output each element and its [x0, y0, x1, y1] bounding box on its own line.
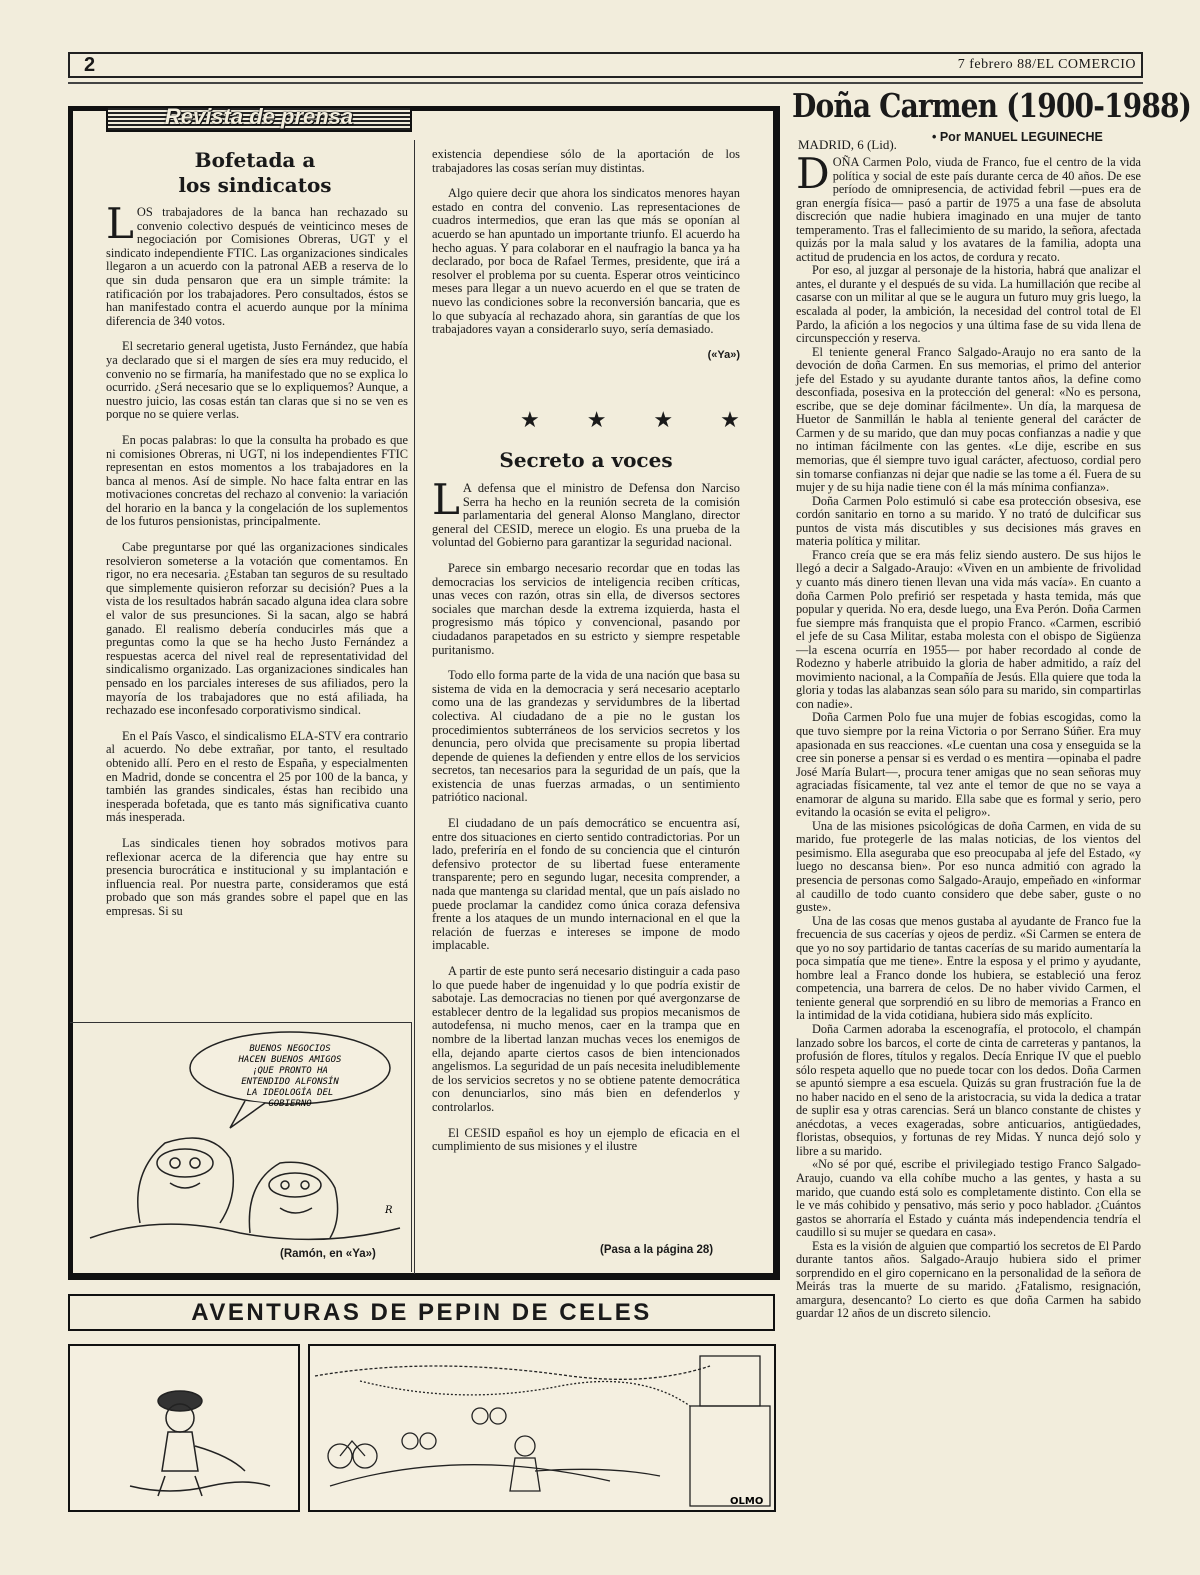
carmen-paragraph: Franco creía que se era más feliz siendo austero. De sus hijos le llegó a decir a Salgado-Araujo: «Viven en un ambiente de frivolidad y cuanto más dinero tienen llevan una vida más vacía». En cuanto a doña Carmen Polo prefirió ser respetada y hasta temida, más que popular y querida. No era, desde luego, una Eva Perón. Doña Carmen fue siempre más franquista que el propio Franco. «Carmen, escribió el jefe de su Casa Militar, estaba molesta con el obispo de Sigüenza —la escena ocurría en 1955— por haber recordado al conde de Rodezno y haberle atribuido la gloria de haber admitido, a raíz del movimiento nacional, a la Compañía de Jesús. Ella quiere que toda la gloria y todas las alabanzas sean sólo para su marido, sin compartirlas con nadie». [796, 547, 1141, 711]
article1-column-a [106, 199, 408, 931]
article2-paragraph: El ciudadano de un país democrático se encuentra así, entre dos situaciones en cierto sentido contradictorias. Por un lado, preferiría en el fondo de su conciencia que el cinturón defensivo protector de su libertad fuese enteramente transparente; pero en segundo lugar, necesita comprender, a nada que mantenga su claridad mental, que un país aislado no puede proclamar la candidez como única coraza defensiva frente a los ataques de un mundo internacional en el que la relación de fuerzas e intereses se impone de modo implacable. [432, 816, 740, 953]
article1-headline-line2: los sindicatos [178, 173, 332, 197]
carmen-headline: Doña Carmen (1900-1988) [792, 86, 1192, 125]
carmen-dateline: MADRID, 6 (Lid). [798, 137, 897, 152]
carmen-paragraph: DOÑA Carmen Polo, viuda de Franco, fue el centro de la vida política y social de este país durante cerca de 40 años. De ese período de omnipresencia, de actividad febril —pues era de gran energía física— pasó a partir de 1975 a una fase de absoluta discreción que nadie hubiera imaginado en una mujer de tanto temperamento. Tras el fallecimiento de su marido, la señora, afectada quizás por la mala salud y los avatares de la familia, adopta una actitud de prudencia en los actos, de cordura y recato. [796, 149, 1141, 264]
comic-panel-1 [68, 1344, 300, 1512]
cartoon-caption: (Ramón, en «Ya») [280, 1248, 376, 1260]
article2-paragraph: Todo ello forma parte de la vida de una nación que basa su sistema de vida en la democracia y será necesario aceptarlo como una de las grandezas y servidumbres de la libertad colectiva. Al ciudadano de a pie no le gustan los procedimientos subterráneos de los servicios secretos y los denuncia, pero olvida que precisamente su propia libertad depende de quienes la defienden y entre ellos de los servicios secretos, tan necesarios para la seguridad de un país, que la existencia de unas fuerzas armadas, o un sentimiento patriótico nacional. [432, 668, 740, 805]
carmen-column [796, 149, 1141, 1321]
cartoon-signature: R [385, 1205, 393, 1216]
article1-source: («Ya») [707, 348, 740, 361]
comic-signature: OLMO [730, 1496, 764, 1507]
carmen-paragraph: Doña Carmen adoraba la escenografía, el protocolo, el champán lanzado sobre los barcos, el corte de cinta de carreteras y pantanos, la profusión de flores, títulos y regalos. Decía Enrique IV que el pueblo sólo respeta aquello que no puede tocar con los dedos. Doña Carmen se apuntó siempre a esa escuela. Quizás su gran frustración fue la de no haber nacido en el seno de la aristocracia, su vida la dedica a tratar de suplir esa y otras carencias. Será un blanco constante de chistes y anécdotas, a veces exageradas, sobre anticuarios, antigüedades, floristas, obsequios, y fortunas de rey Midas. Y nunca dejó solo y libre a su marido. [796, 1022, 1141, 1158]
page-number: 2 [84, 54, 96, 76]
bubble-text: HACEN BUENOS AMIGOS [238, 1055, 342, 1065]
carmen-paragraph: Doña Carmen Polo estimuló si cabe esa protección obsesiva, ese cordón sanitario en torno a su marido. Y no trató de dulcificar sus puntos de vista más discutibles y sus decisiones más graves en materia política y militar. [796, 493, 1141, 549]
article1-paragraph: Las sindicales tienen hoy sobrados motivos para reflexionar acerca de la diferencia que hay entre su presencia burocrática e institucional y su implantación e influencia real. Por nuestra parte, consideramos que está probado que son más grandes sobre el papel que en las empresas. Si su [106, 835, 408, 918]
dropcap: D [796, 149, 830, 198]
cartoon-figures [90, 1138, 400, 1239]
page-date-masthead: 7 febrero 88/EL COMERCIO [957, 57, 1136, 72]
article1-paragraph: Cabe preguntarse por qué las organizaciones sindicales resolvieron someterse a la votación que comentamos. En rigor, no era necesaria. ¿Estaban tan seguros de su resultado que simplemente quisieron reforzar su decisión? Pues a la vista de los resultados habrán sacado alguna idea clara sobre el valor de sus presunciones. Si la sacan, algo se habrá ganado. El realismo debería conducirles más que a preguntas como la que se ha hecho Justo Fernández a respuestas acerca del nivel real de representatividad del sindicalismo organizado. Las organizaciones sindicales han pensado en los parciales intereses de sus afiliados, pero la mayoría de los trabajadores que no está afiliada, ha rechazado ese inconfesado corporativismo sindical. [106, 540, 408, 718]
dropcap: L [106, 199, 134, 248]
bubble-text: BUENOS NEGOCIOS [249, 1044, 331, 1054]
comic-panel-1-drawing [70, 1346, 298, 1510]
carmen-paragraph: Una de las misiones psicológicas de doña Carmen, en vida de su marido, fue protegerle de las malas noticias, de los vientos del pesimismo. Ella aseguraba que eso preocupaba al jefe del Estado, «y luego no descansa bien». Por eso nunca admitió con agrado la presencia de personas como Salgado-Araujo, empeñado en «informar al caudillo de todo cuanto considero que debe saber, guste o no guste». [796, 818, 1141, 915]
bubble-text: ENTENDIDO ALFONSÍN [241, 1077, 339, 1087]
section-stars: ★ ★ ★ ★ [520, 408, 760, 433]
article1-paragraph: existencia dependiese sólo de la aportación de los trabajadores las cosas serían muy distintas. [432, 147, 740, 175]
article1-paragraph: En pocas palabras: lo que la consulta ha probado es que ni comisiones Obreras, ni UGT, ni los independientes FTIC representan en estos momentos a los trabajadores en la banca al menos. Así de simple. No hace falta entrar en las motivaciones concretas del rechazo al convenio: la variación del horario en la banca y la congelación de los suplementos de los futuros pensionistas, principalmente. [106, 432, 408, 529]
continued-on-page: (Pasa a la página 28) [600, 1244, 714, 1256]
article2-paragraph: Parece sin embargo necesario recordar que en todas las democracias los servicios de inteligencia reciben críticas, unas veces con razón, otras sin ella, de diversos sectores sociales que marchan desde la extrema izquierda, hasta el progresismo más tópico y convencional, pasando por ciudadanos parapetados en su estricto y siempre respetable puritanismo. [432, 560, 740, 657]
bubble-text: GOBIERNO [268, 1099, 312, 1109]
carmen-paragraph: Por eso, al juzgar al personaje de la historia, habrá que analizar el antes, el durante y el después de su vida. La humillación que recibe al casarse con un militar al que se le augura un futuro muy gris luego, la escalada al poder, la ambición, la necesidad del control total de El Pardo, la afición a los negocios y una última fase de su vida llena de circunspección y reserva. [796, 263, 1141, 346]
article1-paragraph: En el País Vasco, el sindicalismo ELA-STV era contrario al acuerdo. No debe extrañar, por tanto, el resultado obtenido allí. Pero en el resto de España, y especialmenten en Madrid, donde se concentra el 25 por 100 de la banca, y también las grandes sindicales, éstas han recibido una inesperada bofetada, que es tanto más significativa cuanto más inesperada. [106, 728, 408, 825]
article1-headline-line1: Bofetada a [194, 148, 316, 172]
article1-paragraph: Algo quiere decir que ahora los sindicatos menores hayan estado en contra del convenio. Las representaciones de cuadros intermedios, que eran las que más se oponían al acuerdo se han apuntado un importante triunfo. El acuerdo ha hecho aguas. Y para colaborar en el naufragio la banca ya ha declarado, por boca de Rafael Termes, presidente, que irá a resolver el problema por su cuenta. Esperar otros veinticinco meses para llegar a un nuevo acuerdo en el que se traten de nuevo las condiciones sobre la reconversión bancaria, que es lo que subyacía al rechazado ahora, sin garantías de que los trabajadores vayan a considerarlo suyo, sería demasiado. [432, 186, 740, 337]
article2-paragraph: L A defensa que el ministro de Defensa don Narciso Serra ha hecho en la reunión secreta de la comisión parlamentaria del general Alonso Manglano, director general del CESID, merece un elogio. Es una prueba de la voluntad del Gobierno para garantizar la seguridad nacional. [432, 475, 740, 550]
comic-panel-2-drawing [310, 1346, 774, 1510]
article2-paragraph: El CESID español es hoy un ejemplo de eficacia en el cumplimiento de sus misiones y el ilustre [432, 1125, 740, 1154]
revista-banner-title: Revista de prensa [164, 104, 354, 129]
article1-paragraph: El secretario general ugetista, Justo Fernández, que había ya declarado que si el margen de síes era muy reducido, el convenio no se firmaría, ha manifestado que no se explica lo ocurrido. ¿Será necesario que se lo expliquemos? Aunque, a nuestro juicio, las cosas están tan claras que si no se ven es porque no se quiere verlas. [106, 339, 408, 422]
dropcap: L [432, 475, 460, 524]
column-divider [414, 140, 415, 1274]
carmen-paragraph: Doña Carmen Polo fue una mujer de fobias escogidas, como la que tuvo siempre por la reina Victoria o por Serrano Súñer. Era muy apasionada en sus reacciones. «Le cuentan una cosa y enseguida se la cree sin ponerse a pensar si es verdad o es mentira —opinaba el padre José María Bulart—, procura tener amigas que no sean señoras muy agraciadas físicamente, tal vez ante el temor de que no se vaya a enamorar de alguna su marido. Ella sabe que es formal y serio, pero evitando la ocasión se evita el peligro». [796, 710, 1141, 820]
article1-column-b [432, 148, 740, 362]
carmen-paragraph: «No sé por qué, escribe el privilegiado testigo Franco Salgado-Araujo, cuando va ella cohíbe mucho a las gentes, y hasta a su marido, que cuando está solo es completamente distinto. Con ella se le ve más cohibido y pensativo, más serio y poco hablador. ¿Cuántos gastos se ahorraría el Estado y cuánta más independencia tendría el caudillo si su mujer se quedara en casa». [796, 1157, 1141, 1240]
bubble-text: ¡QUE PRONTO HA [252, 1066, 328, 1076]
cartoon-drawing [70, 1023, 410, 1245]
editorial-cartoon [70, 1022, 412, 1272]
carmen-paragraph: Una de las cosas que menos gustaba al ayudante de Franco fue la frecuencia de sus cacerías y ojeos de perdiz. «Si Carmen se entera de que yo no soy partidario de tantas cacerías de su marido aumentaría la poca simpatía que me tiene». Entre la esposa y el primo y ayudante, hombre leal a Franco donde los hubiera, se estableció una feroz competencia, una barrera de celos. De no haber vivido Carmen, el teniente general que sorprendió en su libro de memorias a Franco en la intimidad de la vida cotidiana, hubiera sido más explícito. [796, 913, 1141, 1023]
carmen-byline: • Por MANUEL LEGUINECHE [932, 130, 1103, 144]
carmen-paragraph: Esta es la visión de alguien que compartió los secretos de El Pardo durante tantos años. Salgado-Araujo hubiera sido el primer sorprendido en el giro copernicano en la personalidad de la señora de Meirás tras la muerte de su marido. ¿Fatalismo, resignación, amargura, desencanto? Lo cierto es que doña Carmen ha sabido guardar 12 años de un discreto silencio. [796, 1238, 1141, 1321]
article2-headline: Secreto a voces [499, 448, 673, 472]
article1-headline [130, 148, 380, 198]
comic-title: AVENTURAS DE PEPIN DE CELES [191, 1299, 652, 1326]
top-rule [68, 82, 1143, 84]
bubble-text: LA IDEOLOGÍA DEL [246, 1088, 334, 1098]
article1-paragraph: LOS trabajadores de la banca han rechazado su convenio colectivo después de veinticinco meses de negociación por Comisiones Obreras, UGT y el sindicato independiente FTIC. Las organizaciones sindicales llegaron a un acuerdo con la patronal AEB a reserva de lo que sin duda pensaron que era un simple trámite: la ratificación por los trabajadores. Pero consultados, éstos se han manifestado contra el acuerdo aunque por la mínima diferencia de 340 votos. [106, 199, 408, 328]
carmen-paragraph: El teniente general Franco Salgado-Araujo no era santo de la devoción de doña Carmen. En sus memorias, el primo del anterior jefe del Estado y su ayudante durante tantos años, la define como desconfiada, posesiva en la protección del general: «No es persona, escribe, que se deje dominar fácilmente». Un día, la marquesa de Huetor de Sanmillán le habla al teniente general del carácter de Carmen y de su marido, que dan muy pocas confianzas a nadie y que no intiman fácilmente con las gentes. «Le dije, escribe en sus memorias, que él siempre tuvo igual carácter, afectuoso, cordial pero sin tomarse confianzas ni dejar que nadie se las tome a él. Fuera de su mujer y de su hija nadie tiene con él la más mínima confianza». [796, 344, 1141, 495]
comic-panel-2 [308, 1344, 776, 1512]
article2-paragraph: A partir de este punto será necesario distinguir a cada paso lo que puede haber de ingenuidad y lo que podría existir de sabotaje. Las democracias no tienen por qué avergonzarse de establecer dentro de la legalidad sus propios mecanismos de autodefensa, ni mucho menos, caer en la trampa que en nombre de la libertad lanzan muchas veces los enemigos de ella, dejando aparte ciertos casos de bien intencionados angelismos. La seguridad de un país necesita ineludiblemente de los servicios secretos y no se obtiene patente democrática con denunciarlos, sino más bien en defenderlos y controlarlos. [432, 964, 740, 1114]
article2-column [432, 475, 740, 1166]
